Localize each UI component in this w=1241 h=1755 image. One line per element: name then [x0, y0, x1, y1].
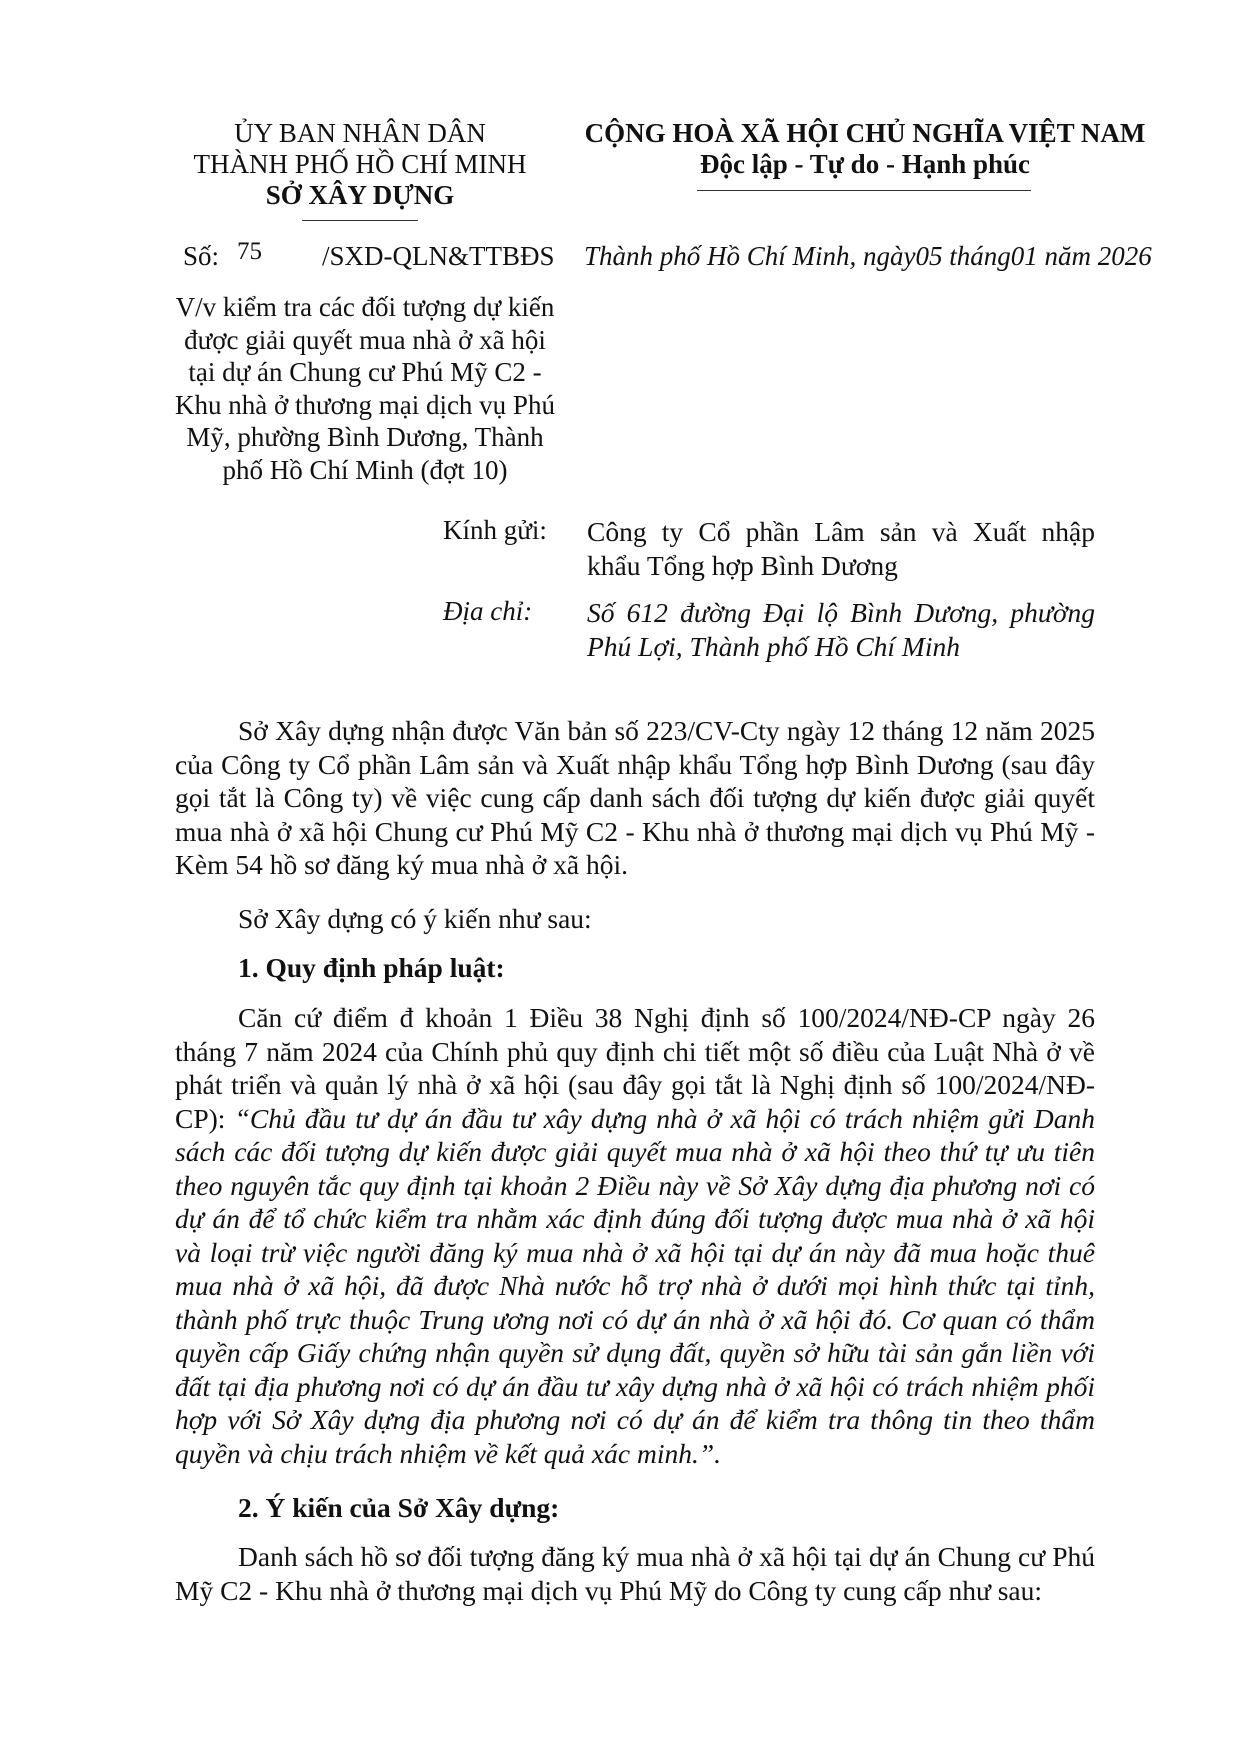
recipient-name	[587, 515, 1095, 583]
subject-line: phố Hồ Chí Minh (đợt 10)	[222, 454, 508, 485]
date-month-label: tháng	[949, 241, 1011, 271]
national-motto: Độc lập - Tự do - Hạnh phúc	[699, 149, 1031, 179]
body-paragraph-2: Sở Xây dựng có ý kiến như sau:	[238, 903, 592, 934]
date-month: 01	[1010, 241, 1038, 271]
date-year: năm 2026	[1044, 241, 1152, 271]
document-number: 75	[237, 238, 262, 265]
issuer-line-2: THÀNH PHỐ HỒ CHÍ MINH	[193, 149, 527, 179]
issue-date	[584, 241, 1152, 272]
recipient-label: Kính gửi:	[443, 515, 547, 545]
document-number-label: Số:	[183, 241, 220, 271]
section-heading-2: 2. Ý kiến của Sở Xây dựng:	[238, 1492, 560, 1523]
section-heading-1: 1. Quy định pháp luật:	[238, 952, 505, 983]
issuer-underline	[302, 220, 418, 221]
subject-line: được giải quyết mua nhà ở xã hội	[184, 324, 546, 355]
motto-underline	[697, 190, 1031, 191]
legal-basis-text: Căn cứ điểm đ khoản 1 Điều 38 Nghị định số 100/2024/NĐ-CP ngày 26 tháng 7 năm 2024 của Chính phủ quy định chi tiết một số điều của Luật Nhà ở về phát triển và quản lý nhà ở xã hội (sau đây gọi tắt là Nghị định số 100/2024/NĐ-CP):	[175, 1002, 1095, 1134]
recipient-line-2: khẩu Tổng hợp Bình Dương	[587, 550, 898, 581]
body-paragraph-1: Sở Xây dựng nhận được Văn bản số 223/CV-Cty ngày 12 tháng 12 năm 2025 của Công ty Cổ phần Lâm sản và Xuất nhập khẩu Tổng hợp Bình Dương (sau đây gọi tắt là Công ty) về việc cung cấp danh sách đối tượng dự kiến được giải quyết mua nhà ở xã hội Chung cư Phú Mỹ C2 - Khu nhà ở thương mại dịch vụ Phú Mỹ - Kèm 54 hồ sơ đăng ký mua nhà ở xã hội.	[175, 715, 1095, 880]
address-line-1: Số 612 đường Đại lộ Bình Dương, phường	[587, 597, 1095, 628]
subject-line: V/v kiểm tra các đối tượng dự kiến	[175, 292, 555, 322]
subject-line: Khu nhà ở thương mại dịch vụ Phú	[175, 389, 555, 420]
document-number-suffix: /SXD-QLN&TTBĐS	[322, 241, 555, 271]
address-label: Địa chỉ:	[443, 596, 533, 626]
body-paragraph-4: Danh sách hồ sơ đối tượng đăng ký mua nhà ở xã hội tại dự án Chung cư Phú Mỹ C2 - Khu nhà ở thương mại dịch vụ Phú Mỹ do Công ty cung cấp như sau:	[175, 1541, 1095, 1606]
subject-block	[165, 291, 565, 486]
national-title: CỘNG HOÀ XÃ HỘI CHỦ NGHĨA VIỆT NAM	[584, 118, 1146, 148]
recipient-line-1: Công ty Cổ phần Lâm sản và Xuất nhập	[587, 516, 1095, 547]
date-day: 05	[915, 241, 943, 271]
body-paragraph-3	[175, 1001, 1095, 1470]
issuer-department: SỞ XÂY DỰNG	[265, 180, 455, 210]
subject-line: Mỹ, phường Bình Dương, Thành	[186, 422, 544, 452]
date-prefix: Thành phố Hồ Chí Minh, ngày	[584, 241, 916, 271]
subject-line: tại dự án Chung cư Phú Mỹ C2 -	[188, 357, 542, 387]
issuer-line-1: ỦY BAN NHÂN DÂN	[234, 118, 486, 148]
national-motto-block	[565, 118, 1165, 180]
issuer-block	[170, 118, 550, 211]
legal-quote: “Chủ đầu tư dự án đầu tư xây dựng nhà ở xã hội có trách nhiệm gửi Danh sách các đối tượng dự kiến được giải quyết mua nhà ở xã hội theo thứ tự ưu tiên theo nguyên tắc quy định tại khoản 2 Điều này về Sở Xây dựng địa phương nơi có dự án để tổ chức kiểm tra nhằm xác định đúng đối tượng được mua nhà ở xã hội và loại trừ việc người đăng ký mua nhà ở xã hội tại dự án này đã mua hoặc thuê mua nhà ở xã hội, đã được Nhà nước hỗ trợ nhà ở dưới mọi hình thức tại tỉnh, thành phố trực thuộc Trung ương nơi có dự án nhà ở xã hội đó. Cơ quan có thẩm quyền cấp Giấy chứng nhận quyền sử dụng đất, quyền sở hữu tài sản gắn liền với đất tại địa phương nơi có dự án đầu tư xây dựng nhà ở xã hội có trách nhiệm phối hợp với Sở Xây dựng địa phương nơi có dự án để kiểm tra thông tin theo thẩm quyền và chịu trách nhiệm về kết quả xác minh.”.	[175, 1102, 1095, 1469]
address-line-2: Phú Lợi, Thành phố Hồ Chí Minh	[587, 631, 960, 662]
recipient-address	[587, 596, 1095, 664]
